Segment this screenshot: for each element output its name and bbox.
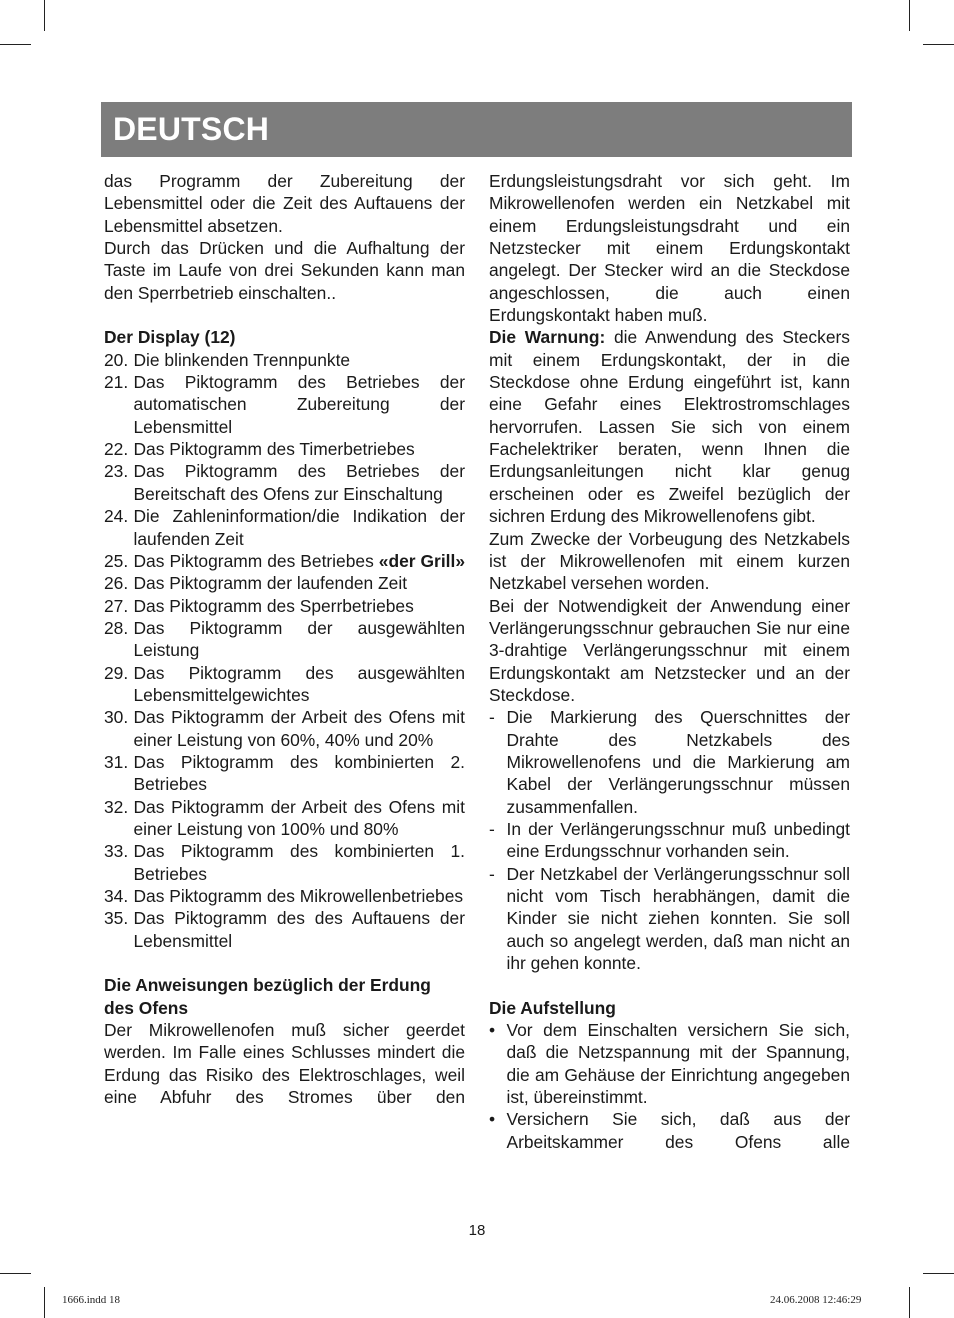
grounding-heading: Die Anweisungen bezüglich der Erdung des Ofens [104,975,431,1018]
list-item-text: Die blinkenden Trennpunkte [133,349,351,370]
list-item-number: 20. [104,349,129,370]
list-item [104,371,465,438]
page-number: 18 [468,1222,486,1239]
list-item [104,706,465,751]
list-item-text: Das Piktogramm des kombinierten 1. Betriebes [133,841,465,884]
list-item-text [134,550,466,572]
list-item [104,907,465,952]
print-slug-timestamp: 24.06.2008 12:46:29 [770,1294,862,1306]
list-item [489,1108,850,1153]
dash-marker: - [489,707,495,728]
list-item-number: 35. [104,908,129,929]
grounding-continued-paragraph: Erdungsleistungsdraht vor sich geht. Im Mikrowellenofen werden ein Netzkabel mit einem Erdungsleistungsdraht und ein Netzstecker mit einem Erdungskontakt angelegt. Der Stecker wird an die Steckdose angeschlossen, die auch einen Erdungskontakt haben muß. [489,171,850,326]
list-item [489,863,850,975]
list-item [489,818,850,863]
list-item [104,796,465,841]
crop-mark [0,1273,31,1274]
list-item-number: 34. [104,886,129,906]
list-item-text: Das Piktogramm des kombinierten 2. Betriebes [133,751,465,795]
list-item-text: Die Markierung des Querschnittes der Drahte des Netzkabels des Mikrowellenofens und die Markierung am Kabel der Verlängerungsschnur müssen zusammenfallen. [506,707,850,817]
right-column [489,170,850,1153]
list-item-text: Das Piktogramm der Arbeit des Ofens mit einer Leistung von 100% und 80% [133,796,465,839]
list-item-number: 29. [104,662,129,683]
warning-paragraph [489,326,850,527]
list-item-number: 26. [104,573,129,594]
list-item-number: 21. [104,372,129,393]
print-slug-filename: 1666.indd 18 [62,1294,121,1306]
language-title: DEUTSCH [113,111,270,147]
list-item-number: 32. [104,796,129,817]
bullet-marker: • [489,1109,496,1130]
list-item [104,885,465,907]
list-item [104,460,465,505]
list-item [104,505,465,550]
display-item-list [104,349,465,952]
list-item [104,438,465,460]
list-item [489,1019,850,1108]
list-item-text-bold: «der Grill» [378,550,465,571]
crop-mark [44,1287,45,1318]
list-item-number: 24. [104,506,129,527]
list-item-text: Das Piktogramm der laufenden Zeit [133,573,408,594]
list-item-number: 23. [104,461,129,482]
lock-paragraph: Durch das Drücken und die Aufhaltung der Taste im Laufe von drei Sekunden kann man den Sperrbetrieb einschalten.. [104,238,465,303]
crop-mark [0,44,31,45]
grounding-paragraph: Der Mikrowellenofen muß sicher geerdet werden. Im Falle eines Schlusses mindert die Erdung das Risiko des Elektroschlages, weil eine Abfuhr des Stromes über den [104,1020,465,1108]
list-item-number: 25. [104,550,129,571]
crop-mark [923,1273,954,1274]
list-item-text: Versichern Sie sich, daß aus der Arbeitskammer des Ofens alle [506,1109,850,1152]
list-item-number: 28. [104,617,129,638]
list-item [104,840,465,885]
list-item [104,572,465,594]
list-item-text: Die Zahleninformation/die Indikation der laufenden Zeit [133,506,465,549]
crop-mark [44,0,45,31]
list-item-text: Das Piktogramm des Sperrbetriebes [133,595,414,616]
list-item-number: 27. [104,595,129,616]
list-item-number: 33. [104,841,129,862]
extension-paragraph: Bei der Notwendigkeit der Anwendung einer Verlängerungsschnur gebrauchen Sie nur eine 3-drahtige Verlängerungsschnur mit einem Erdungskontakt am Netzstecker und an der Steckdose. [489,595,850,705]
dash-marker: - [489,863,495,884]
list-item-text: Das Piktogramm des Timerbetriebes [133,439,415,460]
list-item-number: 22. [104,439,129,460]
list-item-text-regular: Das Piktogramm des Betriebes [133,550,379,571]
list-item-number: 31. [104,751,129,772]
list-item-text: Das Piktogramm der ausgewählten Leistung [133,617,465,661]
crop-mark [909,1287,910,1318]
list-item-text: Vor dem Einschalten versichern Sie sich, daß die Netzspannung mit der Spannung, die am Gehäuse der Einrichtung angegeben ist, übereinstimmt. [506,1020,850,1108]
crop-mark [923,44,954,45]
list-item [104,595,465,617]
cable-paragraph: Zum Zwecke der Vorbeugung des Netzkabels ist der Mikrowellenofen mit einem kurzen Netzkabel versehen worden. [489,528,850,594]
list-item [104,550,465,572]
list-item-text: Das Piktogramm des Mikrowellenbetriebes [133,886,464,906]
list-item [104,617,465,662]
warning-label: Die Warnung: [489,327,606,348]
extension-requirements-list [489,706,850,974]
list-item [489,706,850,818]
list-item [104,662,465,707]
list-item-text: Der Netzkabel der Verlängerungsschnur soll nicht vom Tisch herabhängen, damit die Kinder sie nicht ziehen konnten. Sie soll auch so angelegt werden, daß man nicht an ihr gehen konnte. [506,863,850,974]
list-item-text: Das Piktogramm des Betriebes der automatischen Zubereitung der Lebensmittel [133,372,465,437]
crop-mark [909,0,910,31]
list-item-text: Das Piktogramm des Betriebes der Bereitschaft des Ofens zur Einschaltung [133,461,465,504]
list-item-number: 30. [104,707,129,728]
list-item [104,751,465,796]
intro-paragraph: das Programm der Zubereitung der Lebensmittel oder die Zeit des Auftauens der Lebensmittel absetzen. [104,171,465,236]
language-header-bar [101,102,852,157]
list-item [104,349,465,371]
list-item-text: Das Piktogramm des ausgewählten Lebensmittelgewichtes [133,662,465,705]
dash-marker: - [489,818,495,839]
list-item-text: Das Piktogramm des des Auftauens der Lebensmittel [133,908,465,951]
warning-text: die Anwendung des Steckers mit einem Erdungskontakt, der in die Steckdose ohne Erdung eingeführt ist, kann eine Gefahr eines Elektrostromschlages hervorrufen. Lassen Sie sich von einem Fachelektriker beraten, wenn Ihnen die Erdungsanleitungen nicht klar genug erscheinen oder es Zweifel bezüglich der sichren Erdung des Mikrowellenofens gibt. [489,327,850,527]
setup-list [489,1019,850,1153]
left-column [104,170,465,1108]
list-item-text: Das Piktogramm der Arbeit des Ofens mit einer Leistung von 60%, 40% und 20% [133,707,465,750]
setup-heading: Die Aufstellung [489,997,616,1018]
bullet-marker: • [489,1020,496,1041]
list-item-text: In der Verlängerungsschnur muß unbedingt eine Erdungsschnur vorhanden sein. [506,818,850,862]
display-heading: Der Display (12) [104,327,236,348]
